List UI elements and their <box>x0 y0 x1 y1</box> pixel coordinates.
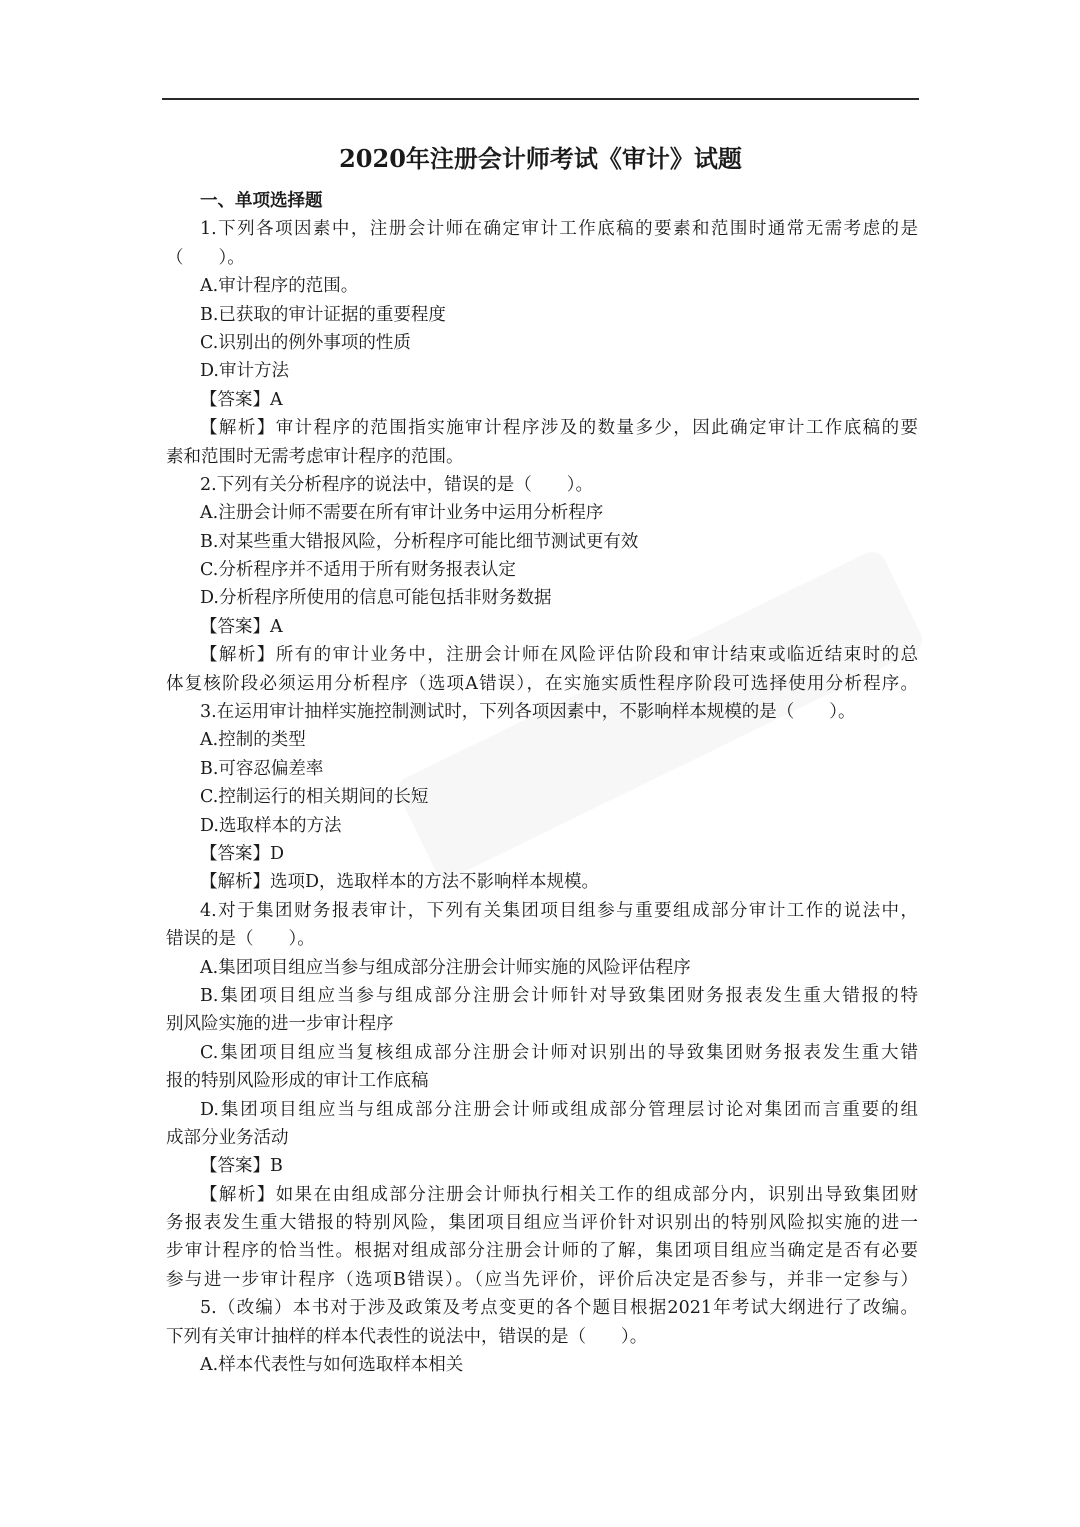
text-line: 成部分业务活动 <box>166 1127 289 1148</box>
text-line: A.样本代表性与如何选取样本相关 <box>200 1355 464 1376</box>
text-line: C.识别出的例外事项的性质 <box>200 332 411 353</box>
text-line: B.已获取的审计证据的重要程度 <box>200 304 446 325</box>
text-line: 【答案】A <box>200 616 283 637</box>
text-line: 【解析】审计程序的范围指实施审计程序涉及的数量多少，因此确定审计工作底稿的要 <box>200 418 918 439</box>
text-line: 参与进一步审计程序（选项B错误）。（应当先评价，评价后决定是否参与，并非一定参与） <box>166 1269 918 1290</box>
text-line: B.集团项目组应当参与组成部分注册会计师针对导致集团财务报表发生重大错报的特 <box>200 985 918 1006</box>
text-line: 【答案】A <box>200 389 283 410</box>
text-line: 素和范围时无需考虑审计程序的范围。 <box>166 446 464 467</box>
text-line: 别风险实施的进一步审计程序 <box>166 1014 394 1035</box>
text-line: 报的特别风险形成的审计工作底稿 <box>166 1071 429 1092</box>
text-line: 【解析】所有的审计业务中，注册会计师在风险评估阶段和审计结束或临近结束时的总 <box>200 645 918 666</box>
text-line: C.控制运行的相关期间的长短 <box>200 787 429 808</box>
text-line: D.集团项目组应当与组成部分注册会计师或组成部分管理层讨论对集团而言重要的组 <box>200 1099 918 1120</box>
text-line: 【解析】选项D，选取样本的方法不影响样本规模。 <box>200 872 600 893</box>
document-body <box>166 187 918 1379</box>
text-line: 2.下列有关分析程序的说法中，错误的是（ ）。 <box>200 474 593 495</box>
section-heading: 一、单项选择题 <box>200 191 323 211</box>
text-line: B.对某些重大错报风险，分析程序可能比细节测试更有效 <box>200 531 639 552</box>
text-line: 5.（改编）本书对于涉及政策及考点变更的各个题目根据2021年考试大纲进行了改编。 <box>200 1298 918 1319</box>
text-line: C.集团项目组应当复核组成部分注册会计师对识别出的导致集团财务报表发生重大错 <box>200 1042 918 1063</box>
text-line: 【解析】如果在由组成部分注册会计师执行相关工作的组成部分内，识别出导致集团财 <box>200 1184 918 1205</box>
text-line: 务报表发生重大错报的特别风险，集团项目组应当评价针对识别出的特别风险拟实施的进一 <box>166 1213 918 1234</box>
text-line: 步审计程序的恰当性。根据对组成部分注册会计师的了解，集团项目组应当确定是否有必要 <box>166 1241 918 1262</box>
text-line: A.控制的类型 <box>200 730 306 751</box>
text-line: B.可容忍偏差率 <box>200 758 324 779</box>
header-rule <box>162 98 919 100</box>
text-line: A.注册会计师不需要在所有审计业务中运用分析程序 <box>200 503 604 524</box>
text-line: A.审计程序的范围。 <box>200 276 359 297</box>
text-line: 错误的是（ ）。 <box>166 929 315 950</box>
text-line: A.集团项目组应当参与组成部分注册会计师实施的风险评估程序 <box>200 957 691 978</box>
text-line: 【答案】B <box>200 1156 283 1177</box>
text-line: D.分析程序所使用的信息可能包括非财务数据 <box>200 588 552 609</box>
text-line: （ ）。 <box>166 247 245 268</box>
text-line: 1.下列各项因素中，注册会计师在确定审计工作底稿的要素和范围时通常无需考虑的是 <box>200 219 918 240</box>
text-line: 3.在运用审计抽样实施控制测试时，下列各项因素中，不影响样本规模的是（ ）。 <box>200 702 856 723</box>
text-line: 体复核阶段必须运用分析程序（选项A错误），在实施实质性程序阶段可选择使用分析程序。 <box>166 673 918 694</box>
text-line: D.选取样本的方法 <box>200 815 342 836</box>
text-line: 4.对于集团财务报表审计，下列有关集团项目组参与重要组成部分审计工作的说法中， <box>200 900 918 921</box>
text-line: D.审计方法 <box>200 361 289 382</box>
text-line: 下列有关审计抽样的样本代表性的说法中，错误的是（ ）。 <box>166 1326 648 1347</box>
text-line: C.分析程序并不适用于所有财务报表认定 <box>200 560 516 581</box>
text-line: 【答案】D <box>200 843 285 864</box>
document-title: 2020年注册会计师考试《审计》试题 <box>339 144 742 173</box>
